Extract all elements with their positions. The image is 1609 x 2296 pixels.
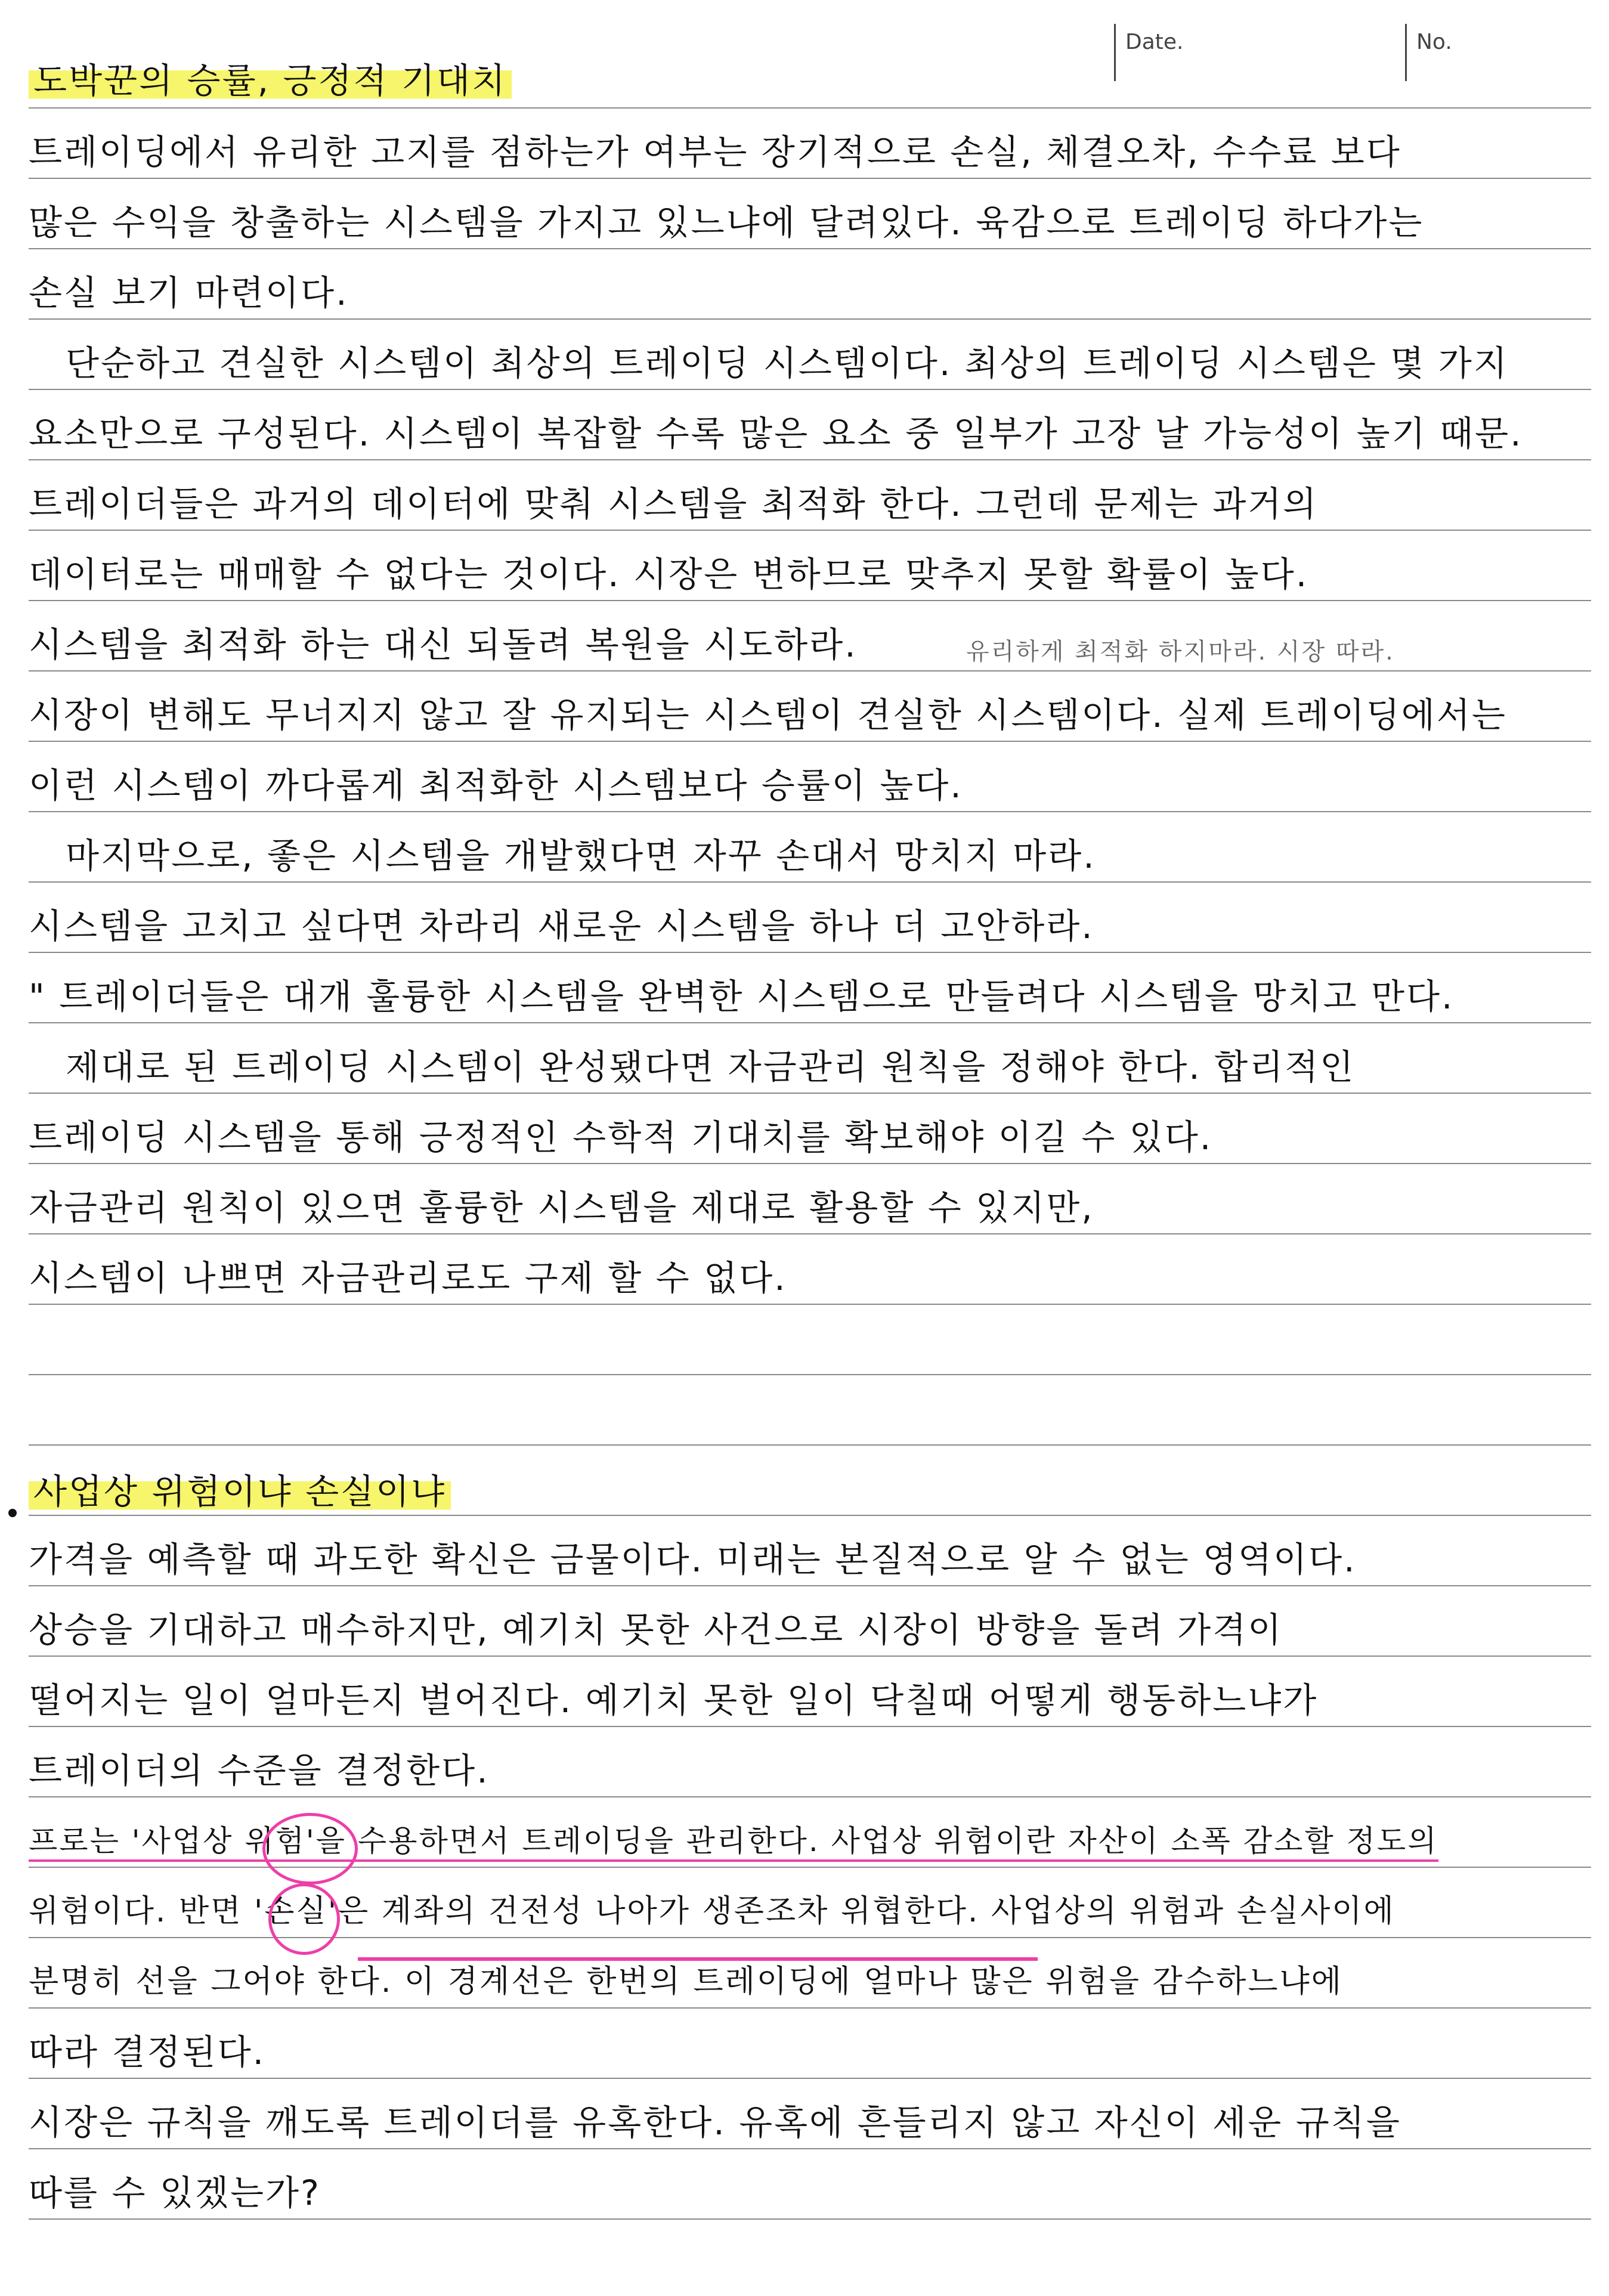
text-line: 제대로 된 트레이딩 시스템이 완성됐다면 자금관리 원칙을 정해야 한다. 합리적인 bbox=[66, 1047, 1356, 1087]
text-line bbox=[29, 2102, 1555, 2143]
pink-circle-annotation bbox=[262, 1813, 358, 1885]
text-line: 위험이다. 반면 '손실'은 계좌의 건전성 나아가 생존조차 위협한다. 사업상의 위험과 손실사이에 bbox=[29, 1893, 1396, 1929]
underlined-text: 단순하고 견실한 시스템이 최상의 트레이딩 시스템이다. 최상의 트레이딩 시스템은 몇 가지 bbox=[66, 343, 1509, 384]
text-line: 트레이더들은 과거의 데이터에 맞춰 시스템을 최적화 한다. 그런데 문제는 과거의 bbox=[29, 484, 1319, 524]
text-line: 자금관리 원칙이 있으면 훌륭한 시스템을 제대로 활용할 수 있지만, bbox=[29, 1187, 1094, 1228]
underlined-text: 가격을 예측할 때 과도한 확신은 금물이다. 미래는 본질적으로 알 수 없는 영역이다. bbox=[29, 1539, 1357, 1580]
text-line: 따라 결정된다. bbox=[29, 2032, 266, 2072]
text-line: 트레이더의 수준을 결정한다. bbox=[29, 1750, 490, 1791]
underlined-text: 손실 보기 마련이다. bbox=[29, 273, 349, 314]
section1-title: 도박꾼의 승률, 긍정적 기대치 bbox=[29, 60, 512, 101]
text-line: 시스템을 고치고 싶다면 차라리 새로운 시스템을 하나 더 고안하라. bbox=[29, 906, 1094, 946]
text-line: 시장이 변해도 무너지지 않고 잘 유지되는 시스템이 견실한 시스템이다. 실제 트레이딩에서는 bbox=[29, 695, 1507, 735]
underlined-text: 마지막으로, 좋은 시스템을 개발했다면 자꾸 손대서 망치지 마라. bbox=[66, 836, 1096, 877]
text-line: 상승을 기대하고 매수하지만, 예기치 못한 사건으로 시장이 방향을 돌려 가격이 bbox=[29, 1610, 1283, 1650]
text-line bbox=[29, 272, 1555, 314]
text-line: 시스템을 최적화 하는 대신 되돌려 복원을 시도하라. bbox=[29, 624, 858, 665]
section2-title-row bbox=[29, 1471, 1555, 1512]
underlined-text: 프로는 '사업상 위험'을 수용하면서 트레이딩을 관리한다. 사업상 위험이란 자산이 소폭 감소할 정도의 bbox=[29, 1824, 1438, 1862]
text-line: " 트레이더들은 대개 훌륭한 시스템을 완벽한 시스템으로 만들려다 시스템을 망치고 만다. bbox=[29, 976, 1455, 1017]
underlined-text: 시장은 규칙을 깨도록 트레이더를 유혹한다. 유혹에 흔들리지 않고 자신이 세운 규칙을 bbox=[29, 2102, 1401, 2143]
text-line: 많은 수익을 창출하는 시스템을 가지고 있느냐에 달려있다. 육감으로 트레이딩 하다가는 bbox=[29, 202, 1424, 243]
section2-title: 사업상 위험이냐 손실이냐 bbox=[29, 1471, 451, 1512]
text-line: 분명히 선을 그어야 한다. 이 경계선은 한번의 트레이딩에 얼마나 많은 위험을 감수하느냐에 bbox=[29, 1964, 1343, 2000]
text-line bbox=[29, 1257, 1555, 1299]
text-line: 트레이딩 시스템을 통해 긍정적인 수학적 기대치를 확보해야 이길 수 있다. bbox=[29, 1117, 1213, 1158]
section1-title-row bbox=[29, 60, 1555, 101]
number-label: No. bbox=[1416, 30, 1452, 54]
pink-underline-annotation bbox=[358, 1957, 1038, 1961]
bullet-dot bbox=[8, 1509, 17, 1517]
text-line: 요소만으로 구성된다. 시스템이 복잡할 수록 많은 요소 중 일부가 고장 날 가능성이 높기 때문. bbox=[29, 413, 1523, 454]
text-line: 따를 수 있겠는가? bbox=[29, 2173, 321, 2213]
text-line: 떨어지는 일이 얼마든지 벌어진다. 예기치 못한 일이 닥칠때 어떻게 행동하느냐가 bbox=[29, 1680, 1319, 1721]
margin-note: 유리하게 최적화 하지마라. 시장 따라. bbox=[966, 638, 1395, 666]
text-line: 트레이딩에서 유리한 고지를 점하는가 여부는 장기적으로 손실, 체결오차, 수수료 보다 bbox=[29, 132, 1401, 172]
underlined-text: 시스템이 나쁘면 자금관리로도 구제 할 수 없다. bbox=[29, 1258, 787, 1299]
date-label: Date. bbox=[1125, 30, 1184, 54]
text-line bbox=[29, 1820, 1555, 1862]
pink-circle-annotation bbox=[268, 1883, 340, 1955]
text-line bbox=[66, 835, 1557, 877]
text-line bbox=[29, 1539, 1555, 1580]
text-line bbox=[66, 342, 1557, 384]
text-line: 데이터로는 매매할 수 없다는 것이다. 시장은 변하므로 맞추지 못할 확률이 높다. bbox=[29, 554, 1309, 595]
text-line: 이런 시스템이 까다롭게 최적화한 시스템보다 승률이 높다. bbox=[29, 765, 963, 806]
